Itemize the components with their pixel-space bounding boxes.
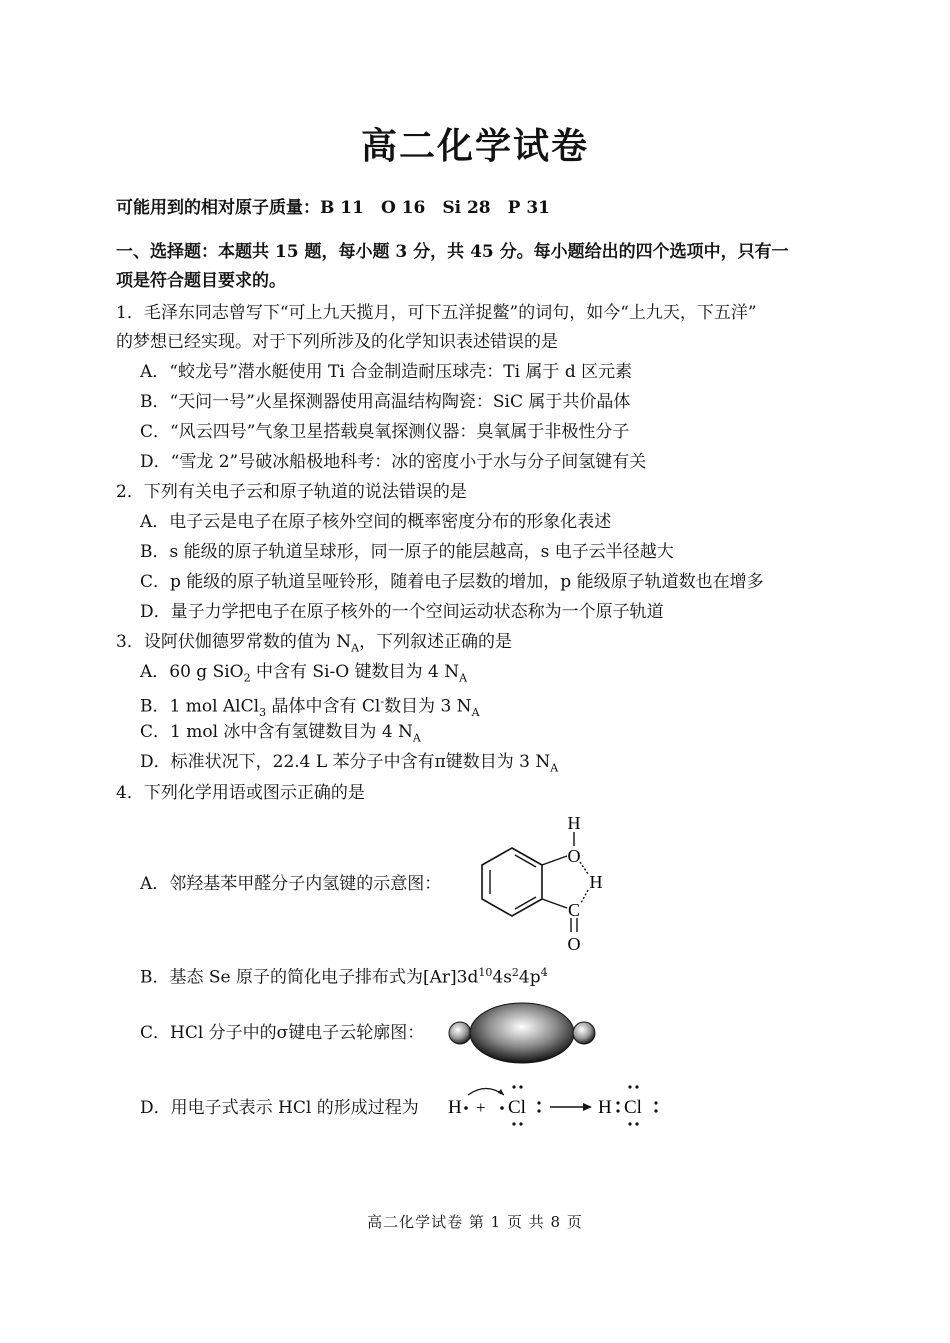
section-heading-line1: 一、选择题：本题共 15 题，每小题 3 分，共 45 分。每小题给出的四个选项中，只有一 — [116, 242, 789, 262]
q1-option-a: A．“蛟龙号”潜水艇使用 Ti 合金制造耐压球壳：Ti 属于 d 区元素 — [140, 362, 633, 382]
formation-plus: + — [476, 1098, 486, 1117]
q2-option-b: B．s 能级的原子轨道呈球形，同一原子的能层越高，s 电子云半径越大 — [140, 542, 674, 562]
formation-cl: Cl — [508, 1097, 526, 1118]
q3-option-c: C．1 mol 冰中含有氢键数目为 4 $N_A$ — [140, 722, 421, 745]
formation-h2: H — [598, 1097, 612, 1118]
q4-option-a: A．邻羟基苯甲醛分子内氢键的示意图： — [140, 874, 442, 894]
q3-option-a: A．60 g SiO$_2$ 中含有 Si-O 键数目为 4 $N_A$ — [140, 662, 468, 685]
q4-option-d: D．用电子式表示 HCl 的形成过程为 — [140, 1098, 419, 1118]
label-h-top: H — [567, 813, 581, 833]
q2-option-d: D．量子力学把电子在原子核外的一个空间运动状态称为一个原子轨道 — [140, 602, 664, 622]
sigma-bond-orbital-diagram — [446, 1000, 598, 1066]
label-o: O — [567, 846, 581, 866]
q3-stem: 3．设阿伏伽德罗常数的值为 $N_A$，下列叙述正确的是 — [116, 632, 513, 655]
hcl-formation-diagram — [446, 1080, 666, 1130]
formation-h: H — [448, 1097, 462, 1118]
q4-option-c: C．HCl 分子中的σ键电子云轮廓图： — [140, 1023, 425, 1043]
page-title: 高二化学试卷 — [360, 126, 589, 167]
q1-option-c: C．“风云四号”气象卫星搭载臭氧探测仪器：臭氧属于非极性分子 — [140, 422, 630, 442]
q4-option-b: B．基态 Se 原子的简化电子排布式为$[Ar]3d^{10}4s^24p^4$ — [140, 966, 548, 988]
q2-stem: 2．下列有关电子云和原子轨道的说法错误的是 — [116, 482, 467, 502]
q1-option-d: D．“雪龙 2”号破冰船极地科考：冰的密度小于水与分子间氢键有关 — [140, 452, 647, 472]
atomic-mass-note: 可能用到的相对原子质量：B 11 O 16 Si 28 P 31 — [116, 198, 550, 218]
label-c: C — [567, 900, 581, 920]
salicylaldehyde-hbond-diagram — [470, 812, 620, 954]
page-footer: 高二化学试卷 第 1 页 共 8 页 — [367, 1213, 583, 1231]
q3-option-b: B．1 mol AlCl$_3$ 晶体中含有 Cl-数目为 3 $N_A$ — [140, 695, 480, 720]
label-o-bottom: O — [567, 934, 581, 954]
q1-option-b: B．“天问一号”火星探测器使用高温结构陶瓷：SiC 属于共价晶体 — [140, 392, 631, 412]
q3-option-d: D．标准状况下，22.4 L 苯分子中含有π键数目为 3 $N_A$ — [140, 752, 559, 775]
q4-stem: 4．下列化学用语或图示正确的是 — [116, 783, 365, 803]
q2-option-a: A．电子云是电子在原子核外空间的概率密度分布的形象化表述 — [140, 512, 612, 532]
q1-stem-line1: 1．毛泽东同志曾写下“可上九天揽月，可下五洋捉鳖”的词句，如今“上九天，下五洋” — [116, 303, 757, 323]
q1-stem-line2: 的梦想已经实现。对于下列所涉及的化学知识表述错误的是 — [116, 332, 558, 352]
section-heading-line2: 项是符合题目要求的。 — [116, 271, 286, 291]
formation-cl2: Cl — [624, 1097, 642, 1118]
q2-option-c: C．p 能级的原子轨道呈哑铃形，随着电子层数的增加，p 能级原子轨道数也在增多 — [140, 572, 764, 592]
label-h-bond: H — [589, 872, 603, 892]
